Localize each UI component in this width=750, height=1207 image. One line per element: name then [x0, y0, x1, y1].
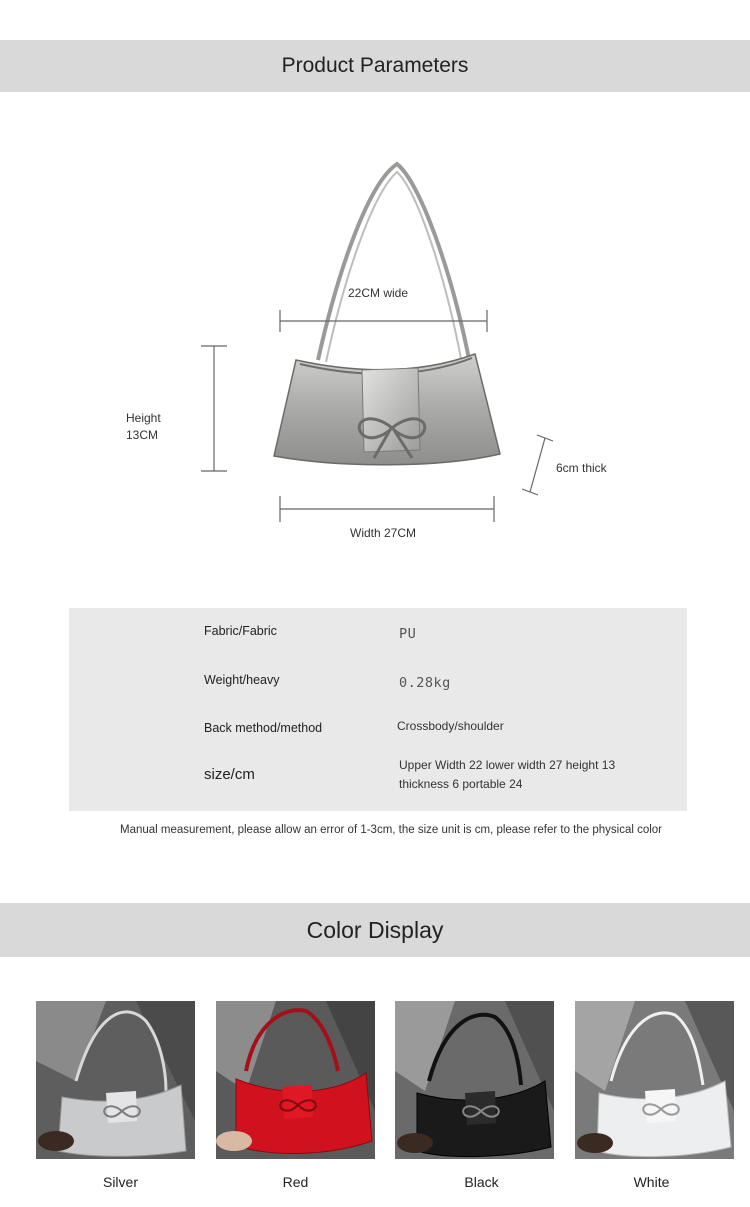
- bag-illustration: [0, 92, 750, 592]
- bag-photo: [575, 1001, 734, 1159]
- height-label-line2: 13CM: [126, 428, 159, 442]
- param-key: Weight/heavy: [204, 673, 280, 687]
- color-label-white: White: [633, 1174, 670, 1190]
- thickness-label: 6cm thick: [556, 461, 607, 475]
- bottom-width-label: Width 27CM: [350, 526, 417, 540]
- section-title: Color Display: [306, 916, 444, 943]
- param-value: Crossbody/shoulder: [397, 719, 504, 733]
- top-width-label: 22CM wide: [348, 286, 409, 300]
- color-label-silver: Silver: [102, 1174, 138, 1190]
- height-label-line1: Height: [126, 411, 161, 425]
- param-key: Fabric/Fabric: [204, 624, 277, 638]
- bag-photo: [36, 1001, 195, 1159]
- param-value: PU: [399, 626, 417, 642]
- dimension-diagram: [0, 92, 750, 592]
- param-key: size/cm: [204, 766, 255, 783]
- color-display-header: [0, 903, 750, 957]
- bag-photo: [395, 1001, 554, 1159]
- color-swatch-red[interactable]: [216, 1001, 375, 1159]
- bag-photo: [216, 1001, 375, 1159]
- param-value-line2: thickness 6 portable 24: [399, 777, 523, 791]
- measurement-note: Manual measurement, please allow an error of 1-3cm, the size unit is cm, please refer to the physical color: [119, 824, 663, 836]
- color-label-red: Red: [282, 1174, 309, 1190]
- param-value-line1: Upper Width 22 lower width 27 height 13: [399, 758, 616, 772]
- section-title: Product Parameters: [281, 54, 469, 77]
- color-swatch-black[interactable]: [395, 1001, 554, 1159]
- param-key: Back method/method: [204, 721, 323, 735]
- color-swatch-silver[interactable]: [36, 1001, 195, 1159]
- param-value: 0.28kg: [399, 675, 451, 691]
- color-label-black: Black: [464, 1174, 499, 1190]
- parameters-table: [69, 608, 687, 811]
- color-swatch-white[interactable]: [575, 1001, 734, 1159]
- product-parameters-header: [0, 40, 750, 92]
